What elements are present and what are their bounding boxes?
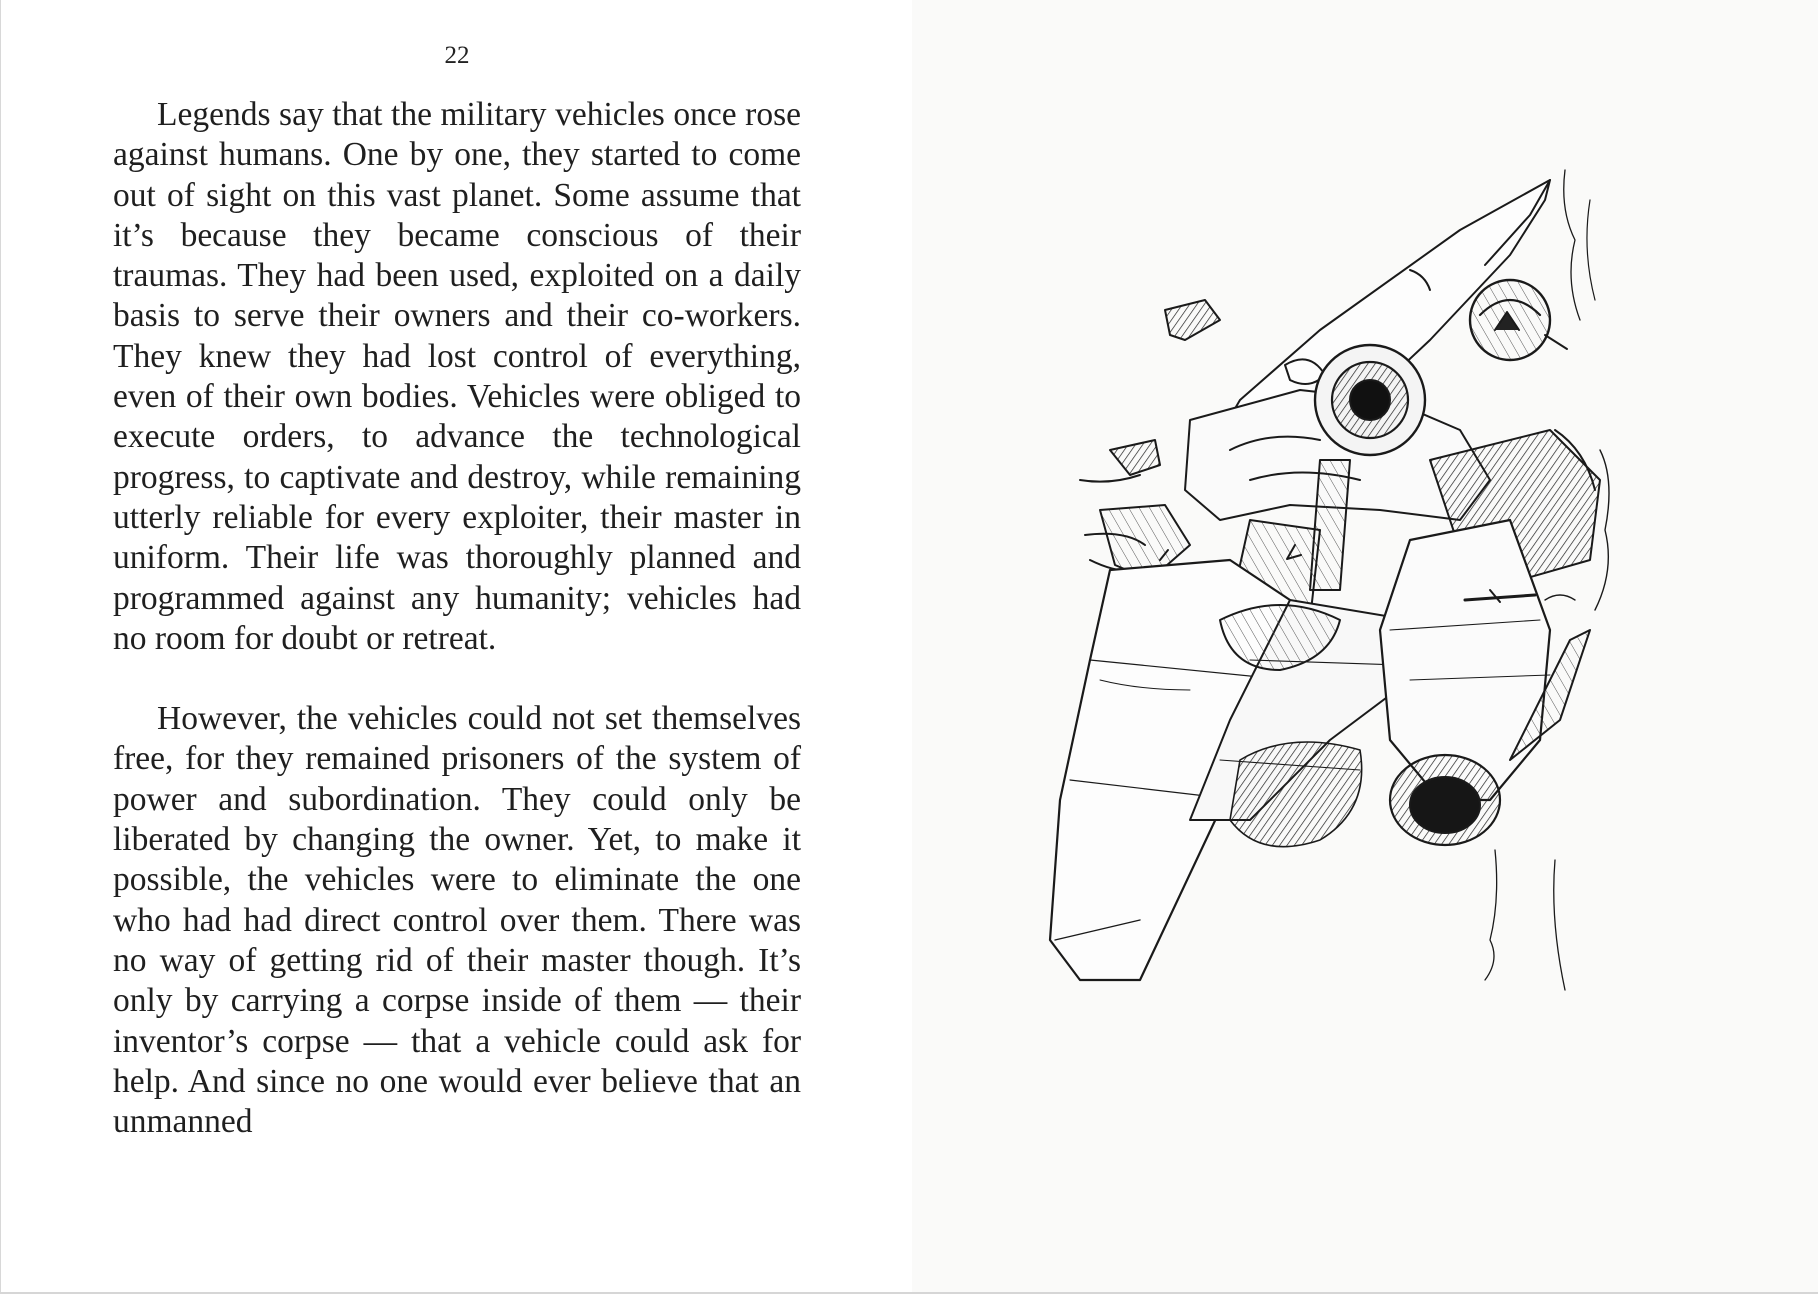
paragraph-1: Legends say that the military vehicles once rose against humans. One by one, they started to come out of sight on this vast planet. Some assume that it’s because they became conscious of their traumas. They had been used, exploited on a daily basis to serve their owners and their co-workers. They knew they had lost control of everything, even of their own bodies. Vehicles were obliged to execute orders, to advance the technological progress, to captivate and destroy, while remaining utterly reliable for every exploiter, their master in uniform. Their life was thoroughly planned and programmed against any humanity; vehicles had no room for doubt or retreat. bbox=[113, 96, 801, 657]
left-page bbox=[0, 0, 913, 1292]
paragraph-2: However, the vehicles could not set themselves free, for they remained prisoners of the system of power and subordination. They could only be liberated by changing the owner. Yet, to make it possible, the vehicles were to eliminate the one who had had direct control over them. There was no way of getting rid of their master though. It’s only by carrying a corpse inside of them — their inventor’s corpse — that a vehicle could ask for help. And since no one would ever believe that an unmanned bbox=[113, 700, 801, 1141]
page-bottom-edge bbox=[0, 1292, 1818, 1294]
body-text bbox=[113, 95, 801, 1142]
page-number: 22 bbox=[444, 42, 470, 69]
wrecked-aircraft-illustration bbox=[990, 160, 1710, 1140]
